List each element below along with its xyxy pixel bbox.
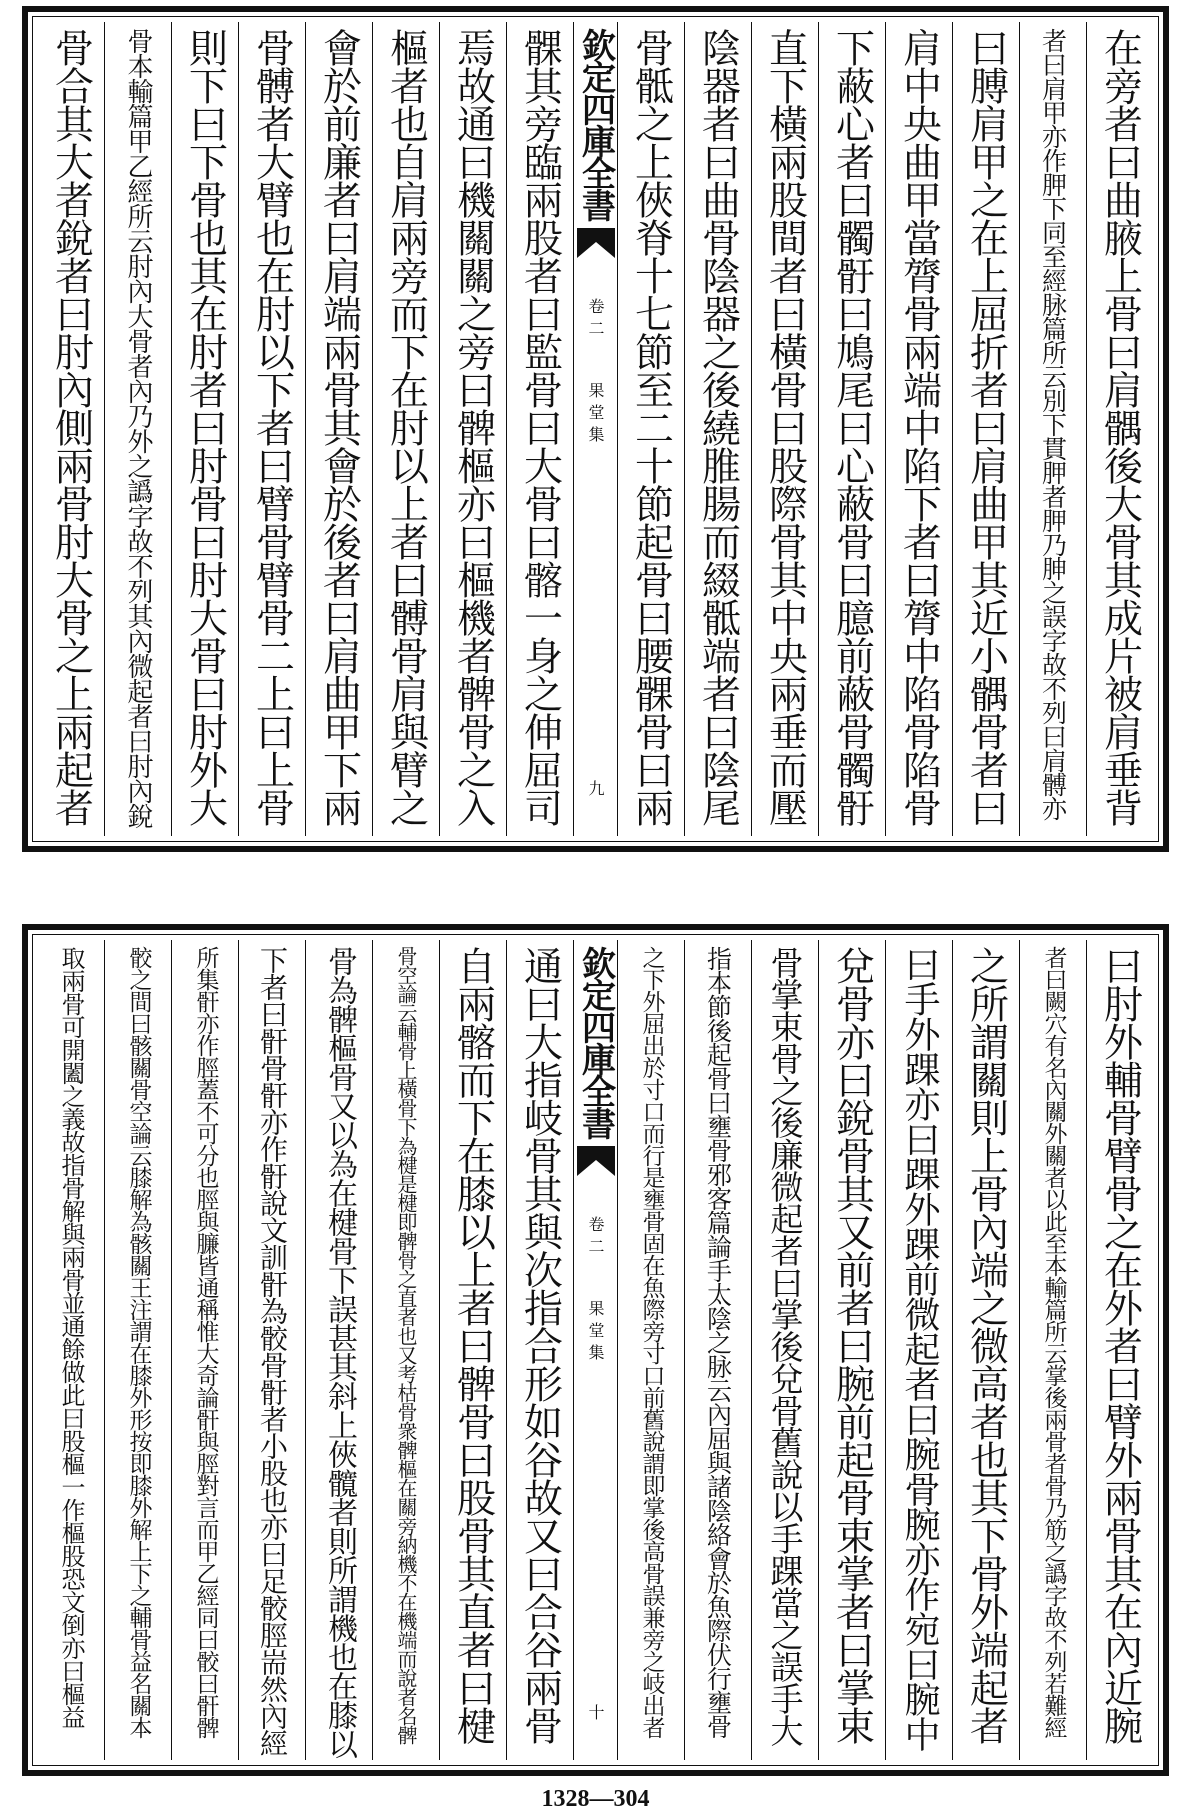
text-column: 骹之間曰骸關骨空論云膝解為骸關王注謂在膝外形按即膝外解上下之輔骨益名關本	[104, 940, 171, 1760]
text-column: 取兩骨可開闔之義故指骨解與兩骨並通餘做此曰股樞一作樞股恐文倒亦曰樞益	[57, 946, 85, 1728]
text-column: 下者曰骭骨骭亦作骬說文訓骭為骹骨骬者小股也亦曰足骹脛耑然內經	[238, 940, 305, 1760]
text-column: 者曰肩甲亦作胛下同至經脉篇所云別下貫胛者胛乃胂之誤字故不列曰肩髆亦	[1019, 22, 1086, 836]
collection-label: 果堂集	[586, 382, 605, 448]
text-column: 曰膊肩甲之在上屈折者曰肩曲甲其近小髃骨者曰	[952, 22, 1019, 836]
upper-text-columns	[38, 22, 1153, 836]
text-column: 骨為髀樞骨又以為在楗骨下誤甚其斜上俠髖者則所謂機也在膝以	[305, 940, 372, 1760]
text-column: 骨骶之上俠脊十七節至二十節起骨曰腰髁骨曰兩	[617, 22, 684, 836]
text-column: 骨掌束骨之後廉微起者曰掌後兌骨舊說以手踝當之誤手大	[751, 940, 818, 1760]
text-column: 曰手外踝亦曰踝外踝前微起者曰腕骨腕亦作宛曰腕中	[885, 940, 952, 1760]
page-number-footer: 1328—304	[541, 1786, 650, 1812]
text-column: 會於前廉者曰肩端兩骨其會於後者曰肩曲甲下兩	[305, 22, 372, 836]
text-column: 陰器者曰曲骨陰器之後繞脽腸而綴骶端者曰陰尾	[684, 22, 751, 836]
text-column: 骨合其大者銳者曰肘內側兩骨肘大骨之上兩起者	[48, 28, 94, 826]
collection-label: 果堂集	[586, 1300, 605, 1366]
text-column: 指本節後起骨曰壅骨邪客篇論手太陰之脉云內屈與諸陰絡會於魚際伏行壅骨	[684, 940, 751, 1760]
lower-text-columns	[38, 940, 1153, 1760]
text-column: 髁其旁臨兩股者曰監骨曰大骨曰髂一身之伸屈司	[506, 22, 573, 836]
volume-label: 卷二	[586, 298, 605, 342]
text-column: 下蔽心者曰髑骬曰鳩尾曰心蔽骨曰臆前蔽骨髑骬	[818, 22, 885, 836]
text-column: 曰肘外輔骨臂骨之在外者曰臂外兩骨其在內近腕	[1086, 940, 1153, 1760]
volume-label: 卷二	[586, 1216, 605, 1260]
text-column: 之所謂關則上骨內端之微高者也其下骨外端起者	[952, 940, 1019, 1760]
book-title: 欽定四庫全書	[575, 28, 616, 220]
center-header-column	[573, 940, 617, 1760]
leaf-number: 十	[586, 1704, 605, 1720]
text-column: 樞者也自肩兩旁而下在肘以上者曰髆骨肩與臂之	[372, 22, 439, 836]
text-column: 骨空論云輔骨上橫骨下為楗是楗即髀骨之直者也又考枯骨衆髀樞在關旁納機不在機端而說者名髀	[372, 940, 439, 1760]
text-column: 之下外屈出於寸口而行是壅骨固在魚際旁寸口前舊說謂即掌後高骨誤兼旁之岐出者	[617, 940, 684, 1760]
fishtail-ornament-icon	[577, 1146, 615, 1176]
text-column: 兌骨亦曰銳骨其又前者曰腕前起骨束掌者曰掌束	[818, 940, 885, 1760]
text-column: 肩中央曲甲當膂骨兩端中陷下者曰膂中陷骨陷骨	[885, 22, 952, 836]
text-column: 則下曰下骨也其在肘者曰肘骨曰肘大骨曰肘外大	[171, 22, 238, 836]
leaf-number: 九	[586, 780, 605, 796]
lower-page-panel	[22, 924, 1169, 1776]
upper-page-panel	[22, 6, 1169, 852]
text-column: 骨本輸篇甲乙經所云肘內大骨者內乃外之譌字故不列其內微起者曰肘內銳	[104, 22, 171, 836]
text-column: 骨髆者大臂也在肘以下者曰臂骨臂骨二上曰上骨	[238, 22, 305, 836]
text-column: 焉故通曰機關關之旁曰髀樞亦曰樞機者髀骨之入	[439, 22, 506, 836]
fishtail-ornament-icon	[577, 228, 615, 258]
text-column: 在旁者曰曲腋上骨曰肩髃後大骨其成片被肩垂背	[1086, 22, 1153, 836]
book-title: 欽定四庫全書	[575, 946, 616, 1138]
text-column: 通曰大指岐骨其與次指合形如谷故又曰合谷兩骨	[506, 940, 573, 1760]
text-column: 所集骭亦作脛蓋不可分也脛與臁皆通稱惟大奇論骭與脛對言而甲乙經同曰骹曰骭髀	[171, 940, 238, 1760]
text-column: 者曰闕穴有名內關外關者以此至本輸篇所云掌後兩骨者骨乃筋之譌字故不列若難經	[1019, 940, 1086, 1760]
text-column: 自兩髂而下在膝以上者曰髀骨曰股骨其直者曰楗	[439, 940, 506, 1760]
center-header-column	[573, 22, 617, 836]
text-column: 直下橫兩股間者曰橫骨曰股際骨其中央兩垂而壓	[751, 22, 818, 836]
